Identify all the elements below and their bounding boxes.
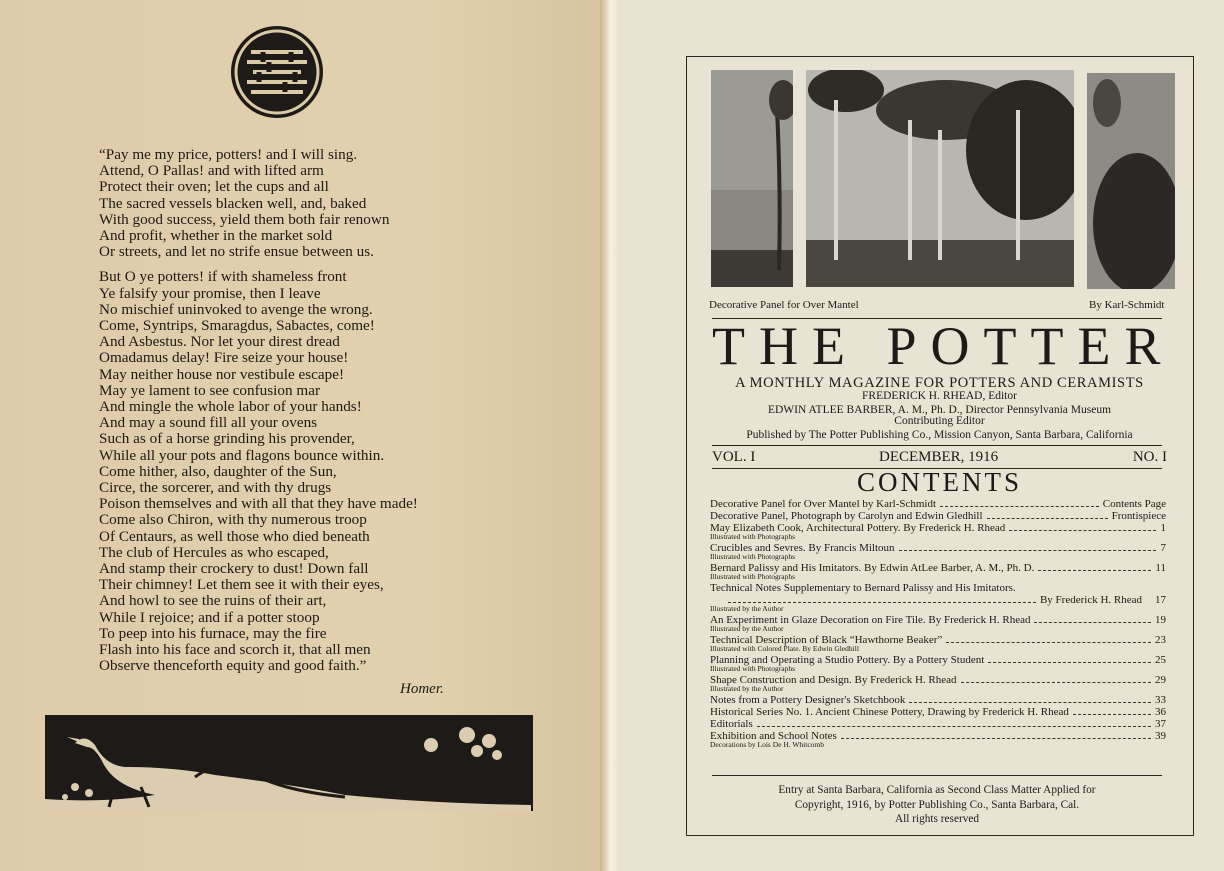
poem-line: To peep into his furnace, may the fire (99, 624, 327, 642)
shou-longevity-seal-icon (229, 24, 325, 120)
toc-entry-note: Illustrated by the Author (710, 604, 784, 613)
poem-line: And mingle the whole labor of your hands! (99, 398, 362, 416)
issue-date: DECEMBER, 1916 (879, 449, 999, 465)
poem-line: And may a sound fill all your ovens (99, 414, 318, 432)
toc-page-number: 7 (1160, 542, 1166, 554)
poem-line: The sacred vessels blacken well, and, baked (99, 194, 367, 212)
toc-entry-title: Crucibles and Sevres. By Francis Miltoun (710, 542, 895, 554)
poem-line: Ye falsify your promise, then I leave (99, 284, 321, 302)
toc-page-number: 37 (1155, 718, 1166, 730)
toc-page-number: 11 (1155, 562, 1166, 574)
toc-page-number: 17 (1155, 594, 1166, 606)
poem-line: Omadamus delay! Fire seize your house! (99, 349, 349, 367)
poem-line: Observe thenceforth equity and good faith.” (99, 657, 367, 675)
toc-entry-note: Illustrated with Photographs (710, 552, 795, 561)
magazine-subtitle: A MONTHLY MAGAZINE FOR POTTERS AND CERAMISTS (735, 375, 1144, 391)
toc-entry-note: Illustrated with Photographs (710, 664, 795, 673)
poem-line: Come, Syntrips, Smaragdus, Sabactes, come! (99, 317, 375, 335)
poem-line: Come also Chiron, with thy numerous troop (99, 511, 367, 529)
toc-entry-title: Historical Series No. 1. Ancient Chinese Pottery, Drawing by Frederick H. Rhead (710, 706, 1069, 718)
toc-entry (710, 706, 1166, 718)
toc-leader (1034, 622, 1151, 623)
toc-leader (909, 702, 1151, 703)
painting-panel-right (1087, 73, 1175, 289)
toc-leader (946, 642, 1151, 643)
poem-line: And Asbestus. Nor let your direst dread (99, 333, 340, 351)
toc-page-number: 39 (1155, 730, 1166, 742)
poem-line: Their chimney! Let them see it with their eyes, (99, 576, 384, 594)
poem-attribution: Homer. (400, 681, 444, 697)
toc-entry-title: Exhibition and School Notes (710, 730, 837, 742)
poem-stanza-2 (99, 269, 489, 674)
poem-line: Such as of a horse grinding his provender, (99, 430, 355, 448)
toc-leader (841, 738, 1151, 739)
toc-leader (988, 662, 1151, 663)
contents-heading: CONTENTS (857, 467, 1022, 497)
poem-stanza-1 (99, 147, 489, 260)
toc-leader (728, 602, 1036, 603)
toc-leader (899, 550, 1156, 551)
toc-entry-title: Decorative Panel for Over Mantel by Karl-Schmidt (710, 498, 937, 510)
toc-entry (710, 522, 1166, 534)
poem-line: The club of Hercules as who escaped, (99, 543, 329, 561)
toc-entry-note: Decorations by Lois De H. Whitcomb (710, 740, 825, 749)
toc-entry-title: An Experiment in Glaze Decoration on Fire Tile. By Frederick H. Rhead (710, 614, 1031, 626)
toc-page-number: 1 (1160, 522, 1166, 534)
copyright-line: Copyright, 1916, by Potter Publishing Co., Santa Barbara, Cal. (794, 798, 1080, 811)
toc-page-number: 36 (1155, 706, 1166, 718)
toc-entry-note: Illustrated with Photographs (710, 532, 795, 541)
toc-entry-title: May Elizabeth Cook, Architectural Pottery. By Frederick H. Rhead (710, 522, 1006, 534)
editor-line: FREDERICK H. RHEAD, Editor (862, 390, 1017, 402)
toc-leader (1073, 714, 1151, 715)
contributing-editor-line: EDWIN ATLEE BARBER, A. M., Ph. D., Director Pennsylvania Museum (767, 404, 1112, 416)
poem-line: Protect their oven; let the cups and all (99, 178, 329, 196)
poem-line: Of Centaurs, as well those who died beneath (99, 527, 370, 545)
toc-entry (710, 498, 1166, 510)
toc-leader (757, 726, 1151, 727)
toc-entry (710, 594, 1166, 606)
toc-page-number: 29 (1155, 674, 1166, 686)
toc-page-number: Frontispiece (1111, 510, 1166, 522)
toc-entry (710, 634, 1166, 646)
toc-entry (710, 718, 1166, 730)
toc-entry (710, 562, 1166, 574)
toc-entry (710, 694, 1166, 706)
toc-entry (710, 654, 1166, 666)
toc-entry (710, 674, 1166, 686)
copyright-notice (712, 783, 1162, 827)
poem-line: May neither house nor vestibule escape! (99, 365, 345, 383)
poem-line: “Pay me my price, potters! and I will sing. (99, 146, 358, 163)
poem-line: Come hither, also, daughter of the Sun, (99, 462, 337, 480)
toc-page-number: Contents Page (1102, 498, 1166, 510)
toc-leader (1038, 570, 1151, 571)
poem-line: Or streets, and let no strife ensue between us. (99, 243, 374, 261)
toc-entry (710, 730, 1166, 742)
contributing-editor-role: Contributing Editor (894, 415, 985, 427)
poem-line: No mischief uninvoked to avenge the wrong. (99, 300, 373, 318)
toc-entry-title: Bernard Palissy and His Imitators. By Edwin AtLee Barber, A. M., Ph. D. (710, 562, 1035, 574)
toc-leader (987, 518, 1108, 519)
toc-entry (710, 542, 1166, 554)
toc-page-number: 19 (1155, 614, 1166, 626)
toc-entry-title: Planning and Operating a Studio Pottery. By a Pottery Student (710, 654, 985, 666)
toc-entry (710, 582, 1166, 594)
toc-page-number: 23 (1155, 634, 1166, 646)
painting-panel-center (806, 70, 1074, 287)
toc-entry-note: Illustrated by the Author (710, 684, 784, 693)
poem-line: Poison themselves and with all that they have made! (99, 495, 418, 513)
issue-number: NO. I (1132, 449, 1167, 465)
poem-line: But O ye potters! if with shameless front (99, 268, 347, 286)
toc-entry-title: By Frederick H. Rhead (1039, 594, 1142, 606)
painting-panel-left (711, 70, 793, 287)
poem (99, 147, 489, 684)
footer-rule (712, 775, 1162, 776)
toc-entry-title: Editorials (710, 718, 753, 730)
copyright-line: Entry at Santa Barbara, California as Second Class Matter Applied for (778, 784, 1096, 796)
toc-entry-note: Illustrated with Photographs (710, 572, 795, 581)
toc-entry-title: Shape Construction and Design. By Frederick H. Rhead (710, 674, 957, 686)
peacock-woodcut (45, 715, 533, 811)
toc-page-number: 33 (1155, 694, 1166, 706)
poem-line: While all your pots and flagons bounce within. (99, 446, 385, 464)
poem-line: May ye lament to see confusion mar (99, 381, 320, 399)
poem-line: With good success, yield them both fair renown (99, 210, 390, 228)
publisher-line: Published by The Potter Publishing Co., Mission Canyon, Santa Barbara, California (746, 429, 1133, 441)
toc-entry-title: Notes from a Pottery Designer's Sketchbook (710, 694, 906, 706)
toc-entry-title: Technical Notes Supplementary to Bernard Palissy and His Imitators. (710, 582, 1016, 594)
toc-entry-title: Decorative Panel, Photograph by Carolyn and Edwin Gledhill (710, 510, 983, 522)
magazine-title: THE POTTER (712, 316, 1175, 376)
toc-page-number: 25 (1155, 654, 1166, 666)
toc-entry-note: Illustrated with Colored Plate. By Edwin Gledhill (710, 644, 859, 653)
volume-number: VOL. I (712, 449, 756, 465)
toc-entry-note: Illustrated by the Author (710, 624, 784, 633)
panel-caption-title: Decorative Panel for Over Mantel (709, 299, 859, 311)
toc-entry-title: Technical Description of Black “Hawthorne Beaker” (710, 634, 943, 646)
poem-line: Attend, O Pallas! and with lifted arm (99, 162, 324, 180)
poem-line: And profit, whether in the market sold (99, 227, 333, 245)
poem-line: While I rejoice; and if a potter stoop (99, 608, 320, 626)
panel-caption-artist: By Karl-Schmidt (1089, 299, 1165, 311)
table-of-contents (710, 498, 1166, 750)
poem-line: And stamp their crockery to dust! Down fall (99, 560, 369, 578)
toc-leader (940, 506, 1099, 507)
toc-leader (1009, 530, 1156, 531)
poem-line: Circe, the sorcerer, and with thy drugs (99, 479, 332, 497)
toc-entry (710, 510, 1166, 522)
poem-line: And howl to see the ruins of their art, (99, 592, 327, 610)
toc-entry (710, 614, 1166, 626)
copyright-line: All rights reserved (894, 813, 980, 825)
volume-rule-top (712, 445, 1162, 446)
toc-leader (961, 682, 1151, 683)
poem-line: Flash into his face and scorch it, that all men (99, 641, 371, 659)
